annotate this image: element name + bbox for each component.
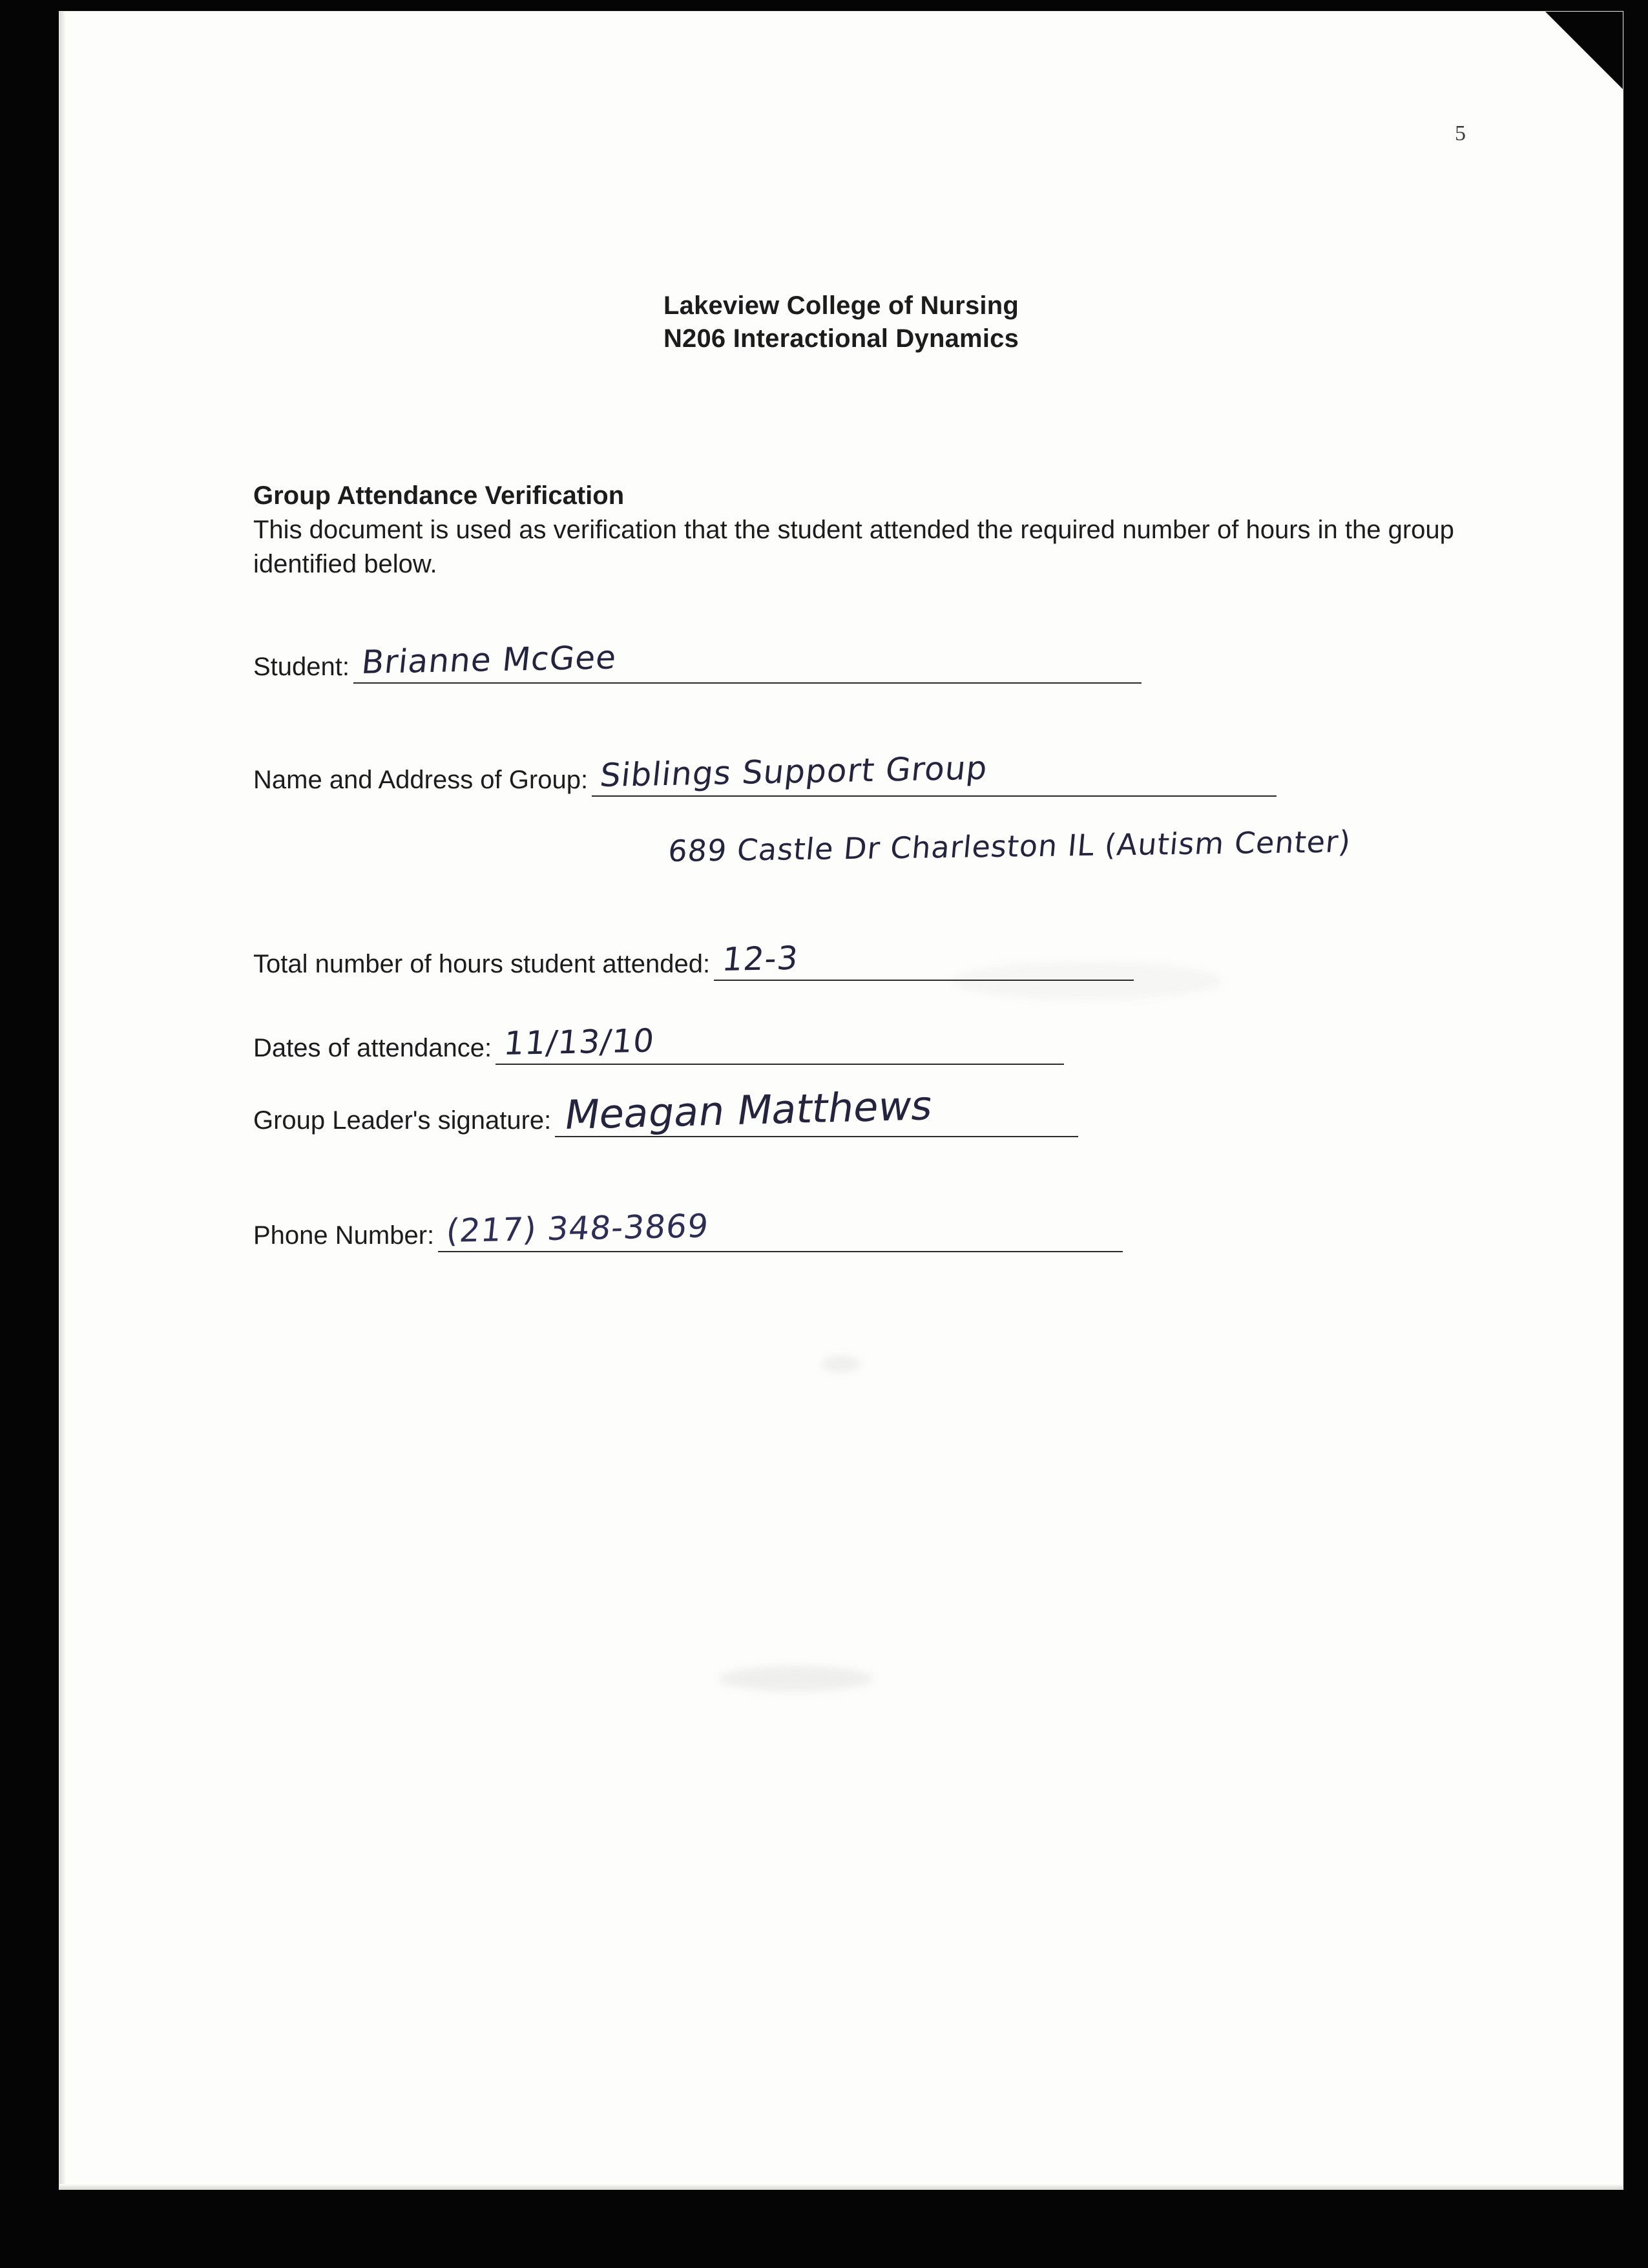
handwritten-phone: (217) 348-3869: [444, 1207, 711, 1250]
field-label-phone: Phone Number:: [253, 1221, 435, 1250]
handwritten-dates: 11/13/10: [502, 1022, 657, 1062]
page-number: 5: [1455, 121, 1466, 145]
scan-smudge: [718, 1666, 873, 1692]
field-dates: [253, 1022, 1064, 1065]
field-label-total-hours: Total number of hours student attended:: [253, 950, 711, 978]
handwritten-total-hours: 12-3: [720, 939, 800, 978]
institution-name: Lakeview College of Nursing: [663, 291, 1019, 320]
field-group-address[interactable]: [667, 824, 1532, 868]
field-input-student[interactable]: [353, 638, 1142, 684]
section-title: Group Attendance Verification: [253, 481, 625, 510]
field-total-hours: [253, 939, 1134, 981]
field-input-group-name[interactable]: [592, 749, 1277, 797]
section-body: This document is used as verification that the student attended the required number of hours in the group identified below.: [253, 516, 1454, 578]
field-label-signature: Group Leader's signature:: [253, 1106, 552, 1135]
field-student: [253, 638, 1142, 684]
field-input-total-hours[interactable]: [714, 939, 1134, 981]
handwritten-student-name: Brianne McGee: [360, 638, 619, 681]
field-label-group-name: Name and Address of Group:: [253, 766, 589, 794]
field-label-student: Student:: [253, 653, 350, 681]
field-input-signature[interactable]: [555, 1082, 1078, 1139]
field-phone: [253, 1207, 1123, 1252]
document-header: [59, 289, 1623, 355]
handwritten-group-address: 689 Castle Dr Charleston IL (Autism Center): [667, 824, 1353, 868]
course-name: N206 Interactional Dynamics: [663, 324, 1019, 353]
verification-section: [253, 478, 1519, 582]
scanned-page: [59, 12, 1623, 2189]
field-input-dates[interactable]: [495, 1022, 1064, 1065]
scan-smudge: [822, 1356, 861, 1372]
handwritten-signature: Meagan Matthews: [561, 1082, 937, 1139]
field-group-name: [253, 749, 1277, 797]
handwritten-group-name: Siblings Support Group: [598, 749, 990, 794]
field-input-phone[interactable]: [438, 1207, 1123, 1252]
page-edge-bottom: [59, 2184, 1623, 2189]
field-signature: [253, 1082, 1078, 1139]
field-label-dates: Dates of attendance:: [253, 1034, 492, 1062]
page-corner-cut: [1545, 12, 1623, 89]
